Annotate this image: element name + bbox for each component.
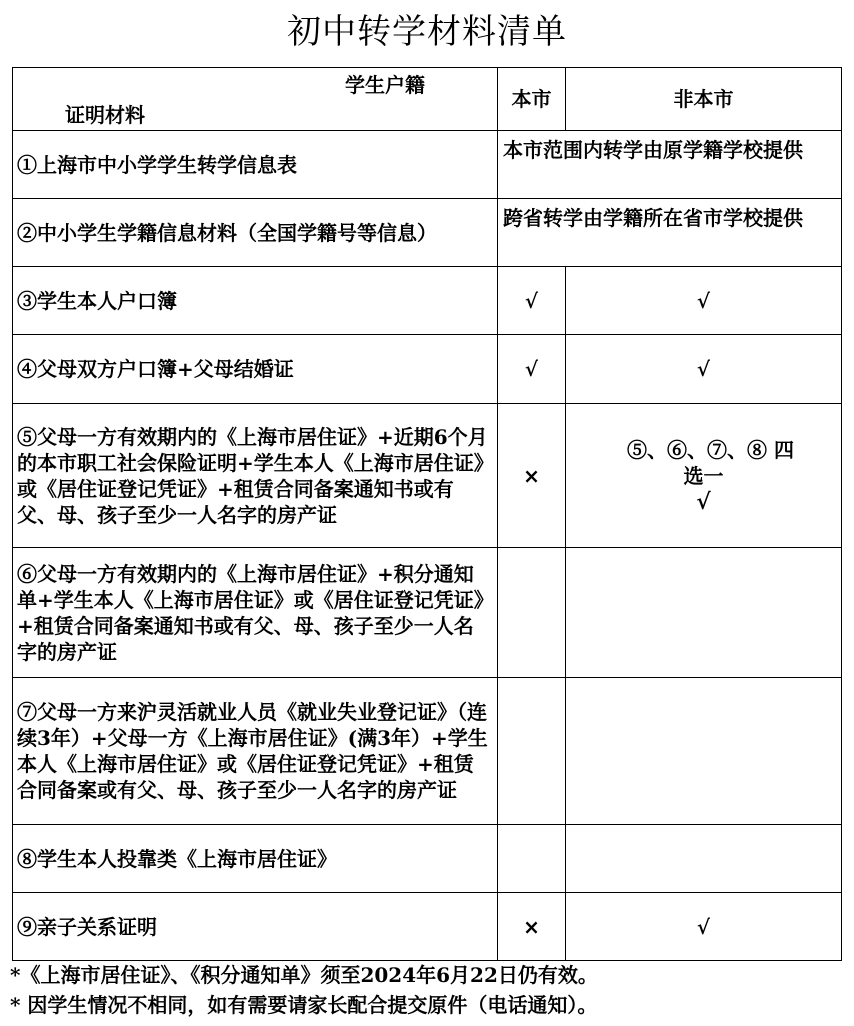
merged-note-cell: 跨省转学由学籍所在省市学校提供 (498, 199, 842, 267)
table-row (13, 199, 842, 267)
header-residence-label: 学生户籍 (345, 73, 425, 97)
material-cell: ④父母双方户口簿+父母结婚证 (13, 335, 498, 404)
local-cross-mark: × (498, 893, 566, 961)
choice-text-line2: 选一 (683, 463, 724, 488)
nonlocal-empty-cell (566, 678, 842, 825)
local-check-mark: √ (498, 335, 566, 404)
header-materials-label: 证明材料 (65, 103, 145, 127)
local-cross-mark: × (498, 404, 566, 548)
table-row (13, 548, 842, 678)
table-header-row (13, 68, 842, 131)
table-row (13, 678, 842, 825)
material-cell: ②中小学生学籍信息材料（全国学籍号等信息） (13, 199, 498, 267)
footnotes (10, 960, 598, 1020)
material-cell: ⑥父母一方有效期内的《上海市居住证》+积分通知单+学生本人《上海市居住证》或《居住证登记凭证》+租赁合同备案通知书或有父、母、孩子至少一人名字的房产证 (13, 548, 498, 678)
table-row (13, 335, 842, 404)
local-empty-cell (498, 548, 566, 678)
table-row (13, 131, 842, 199)
header-local: 本市 (498, 68, 566, 131)
nonlocal-check-mark: √ (566, 893, 842, 961)
material-cell: ①上海市中小学学生转学信息表 (13, 131, 498, 199)
local-empty-cell (498, 678, 566, 825)
merged-note-cell: 本市范围内转学由原学籍学校提供 (498, 131, 842, 199)
nonlocal-check-mark: √ (566, 335, 842, 404)
material-cell: ⑧学生本人投靠类《上海市居住证》 (13, 825, 498, 893)
nonlocal-empty-cell (566, 548, 842, 678)
header-diagonal-cell (13, 68, 498, 131)
footnote-originals: * 因学生情况不相同，如有需要请家长配合提交原件（电话通知）。 (10, 993, 598, 1017)
table-row (13, 825, 842, 893)
table-row (13, 893, 842, 961)
footnote-validity: *《上海市居住证》、《积分通知单》须至2024年6月22日仍有效。 (10, 963, 598, 987)
choice-check-mark: √ (696, 488, 711, 515)
material-cell: ⑤父母一方有效期内的《上海市居住证》+近期6个月的本市职工社会保险证明+学生本人《上海市居住证》或《居住证登记凭证》+租赁合同备案通知书或有父、母、孩子至少一人名字的房产证 (13, 404, 498, 548)
header-nonlocal: 非本市 (566, 68, 842, 131)
nonlocal-empty-cell (566, 825, 842, 893)
nonlocal-choice-cell (566, 404, 842, 548)
table-row (13, 404, 842, 548)
local-empty-cell (498, 825, 566, 893)
material-cell: ③学生本人户口簿 (13, 267, 498, 335)
material-cell: ⑨亲子关系证明 (13, 893, 498, 961)
table-row (13, 267, 842, 335)
nonlocal-check-mark: √ (566, 267, 842, 335)
materials-table (12, 67, 842, 961)
material-cell: ⑦父母一方来沪灵活就业人员《就业失业登记证》（连续3年）+父母一方《上海市居住证》(满3年）+学生本人《上海市居住证》或《居住证登记凭证》+租赁合同备案或有父、母、孩子至少一人名字的房产证 (13, 678, 498, 825)
page-title: 初中转学材料清单 (287, 12, 567, 52)
local-check-mark: √ (498, 267, 566, 335)
choice-text-line1: ⑤、⑥、⑦、⑧ 四 (627, 437, 794, 462)
